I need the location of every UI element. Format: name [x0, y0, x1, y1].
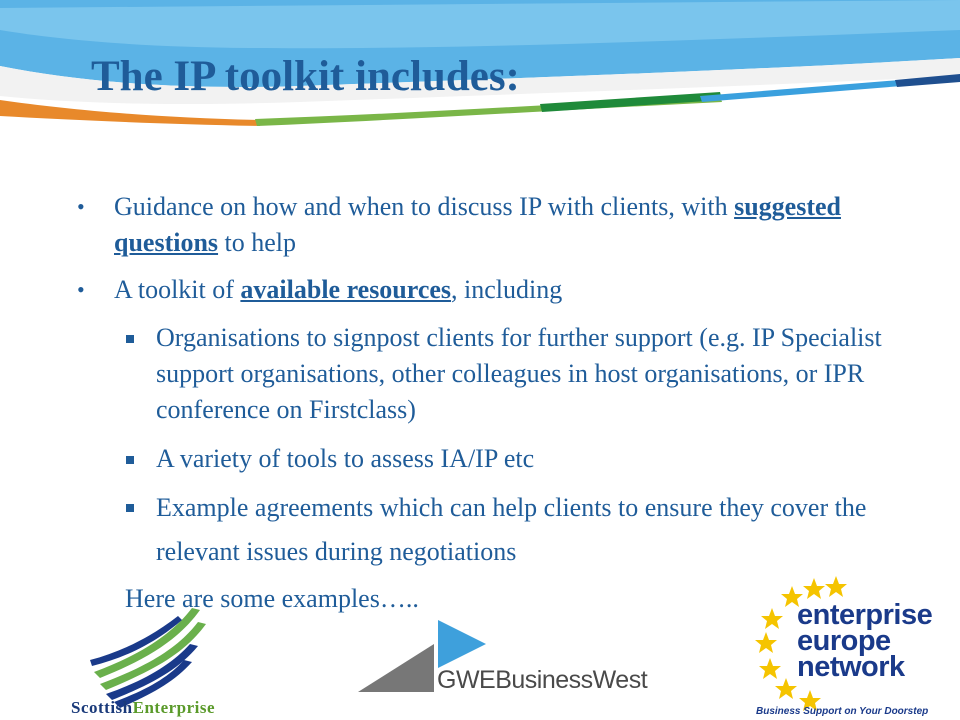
square-bullet-icon: [126, 504, 134, 512]
bullet-item-toolkit: • A toolkit of available resources, including: [114, 272, 904, 308]
bullet-dot-icon: •: [77, 277, 85, 302]
een-word-enterprise: enterprise: [797, 599, 933, 631]
sub-bullet-agreements: Example agreements which can help clients to ensure they cover the relevant issues during negotiations: [156, 486, 926, 574]
square-bullet-icon: [126, 335, 134, 343]
sub-bullet-tools: A variety of tools to assess IA/IP etc: [156, 441, 926, 477]
een-word-europe: europe: [797, 625, 891, 657]
een-word-network: network: [797, 651, 905, 683]
een-tagline: Business Support on Your Doorstep: [756, 706, 929, 717]
bullet-dot-icon: •: [77, 194, 85, 219]
suggested-questions-link[interactable]: suggested questions: [114, 192, 841, 257]
available-resources-link[interactable]: available resources: [240, 275, 452, 304]
sub-bullet-organisations: Organisations to signpost clients for further support (e.g. IP Specialist support organisations, other colleagues in host organisations, or IPR conference on Firstclass): [156, 320, 926, 428]
square-bullet-icon: [126, 456, 134, 464]
scottish-enterprise-wordmark: ScottishEnterprise: [71, 698, 216, 717]
closing-text: Here are some examples…..: [125, 584, 419, 613]
gwe-wordmark: GWEBusinessWest: [437, 666, 648, 694]
slide-title: The IP toolkit includes:: [91, 53, 520, 100]
bullet-item-guidance: • Guidance on how and when to discuss IP with clients, with suggested questions to help: [114, 189, 904, 261]
